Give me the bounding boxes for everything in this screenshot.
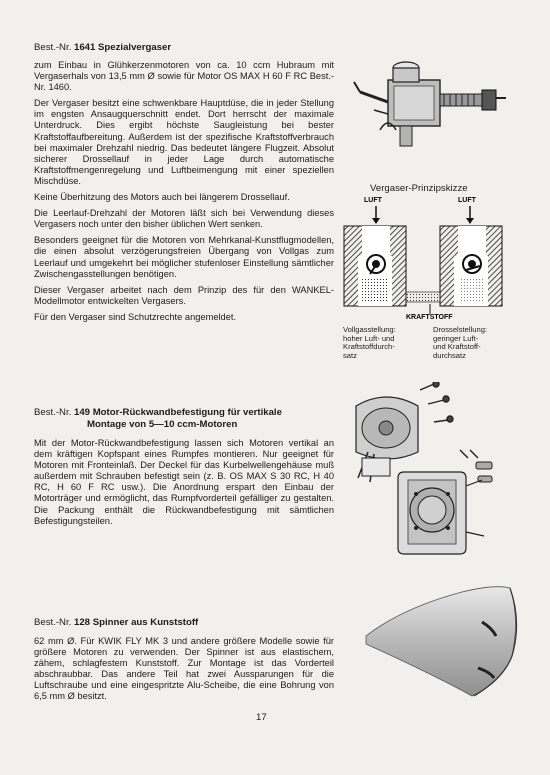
paragraph: Die Leerlauf-Drehzahl der Motoren läßt sich bei Verwendung dieses Vergasers noch unter den bisher üblichen Wert senken.	[34, 208, 334, 230]
text-128	[34, 636, 334, 703]
carburetor-illustration	[340, 52, 510, 162]
paragraph: 62 mm Ø. Für KWIK FLY MK 3 und andere größere Modelle sowie für größere Motoren zu verwenden. Der Spinner ist aus elastischem, zähem, schlagfestem Kunststoff. Zur Montage ist das Vorderteil abschraubbar. Das andere Teil hat zwei Aussparungen für die Luftschraube und eine eingespritzte Alu-Scheibe, die eine Bohrung von 6,5 mm Ø besitzt.	[34, 636, 334, 702]
order-prefix: Best.-Nr.	[34, 42, 72, 53]
text-1641	[34, 60, 334, 323]
paragraph: Keine Überhitzung des Motors auch bei längerem Drossellauf.	[34, 192, 290, 203]
heading-1641	[34, 42, 324, 54]
paragraph: Dieser Vergaser arbeitet nach dem Prinzip des für den WANKEL-Modellmotor entwickelten Vergasers.	[34, 284, 334, 306]
motor-mount-illustration	[338, 382, 518, 572]
caption-line: und Kraftstoff-	[433, 342, 481, 352]
carburetor-principle-diagram	[340, 194, 515, 322]
caption-throttled	[433, 326, 518, 360]
section-title-line2: Montage von 5—10 ccm-Motoren	[87, 419, 238, 430]
order-number: 1641	[74, 42, 96, 53]
paragraph: Für den Vergaser sind Schutzrechte angemeldet.	[34, 311, 237, 322]
page-number: 17	[256, 712, 267, 723]
section-title: Spezialvergaser	[98, 42, 172, 53]
paragraph: Der Vergaser besitzt eine schwenkbare Hauptdüse, die in jeder Stellung im engsten Ansaugquerschnitt endet. Dort herrscht der maximale Unterdruck. Dies ergibt höchste Saugleistung bei bester Kraftstoffaufbereitung. Außerdem ist der spezifische Kraftstoffverbrauch bei maximaler Drehzahl niedrig. Das bedeutet längere Flugzeit. Absolut sicherer Drossellauf in jeder Lage durch automatische Kraftstoffmengenregelung und Luftbeimengung mit einer speziellen Mischdüse.	[34, 98, 334, 186]
caption-line: Drosselstellung:	[433, 325, 488, 334]
diagram-title: Vergaser-Prinzipskizze	[370, 183, 468, 194]
caption-line: durchsatz	[433, 350, 466, 360]
order-prefix: Best.-Nr.	[34, 617, 72, 628]
luft-label-left: LUFT	[364, 197, 382, 204]
paragraph: Besonders geeignet für die Motoren von Mehrkanal-Kunstflugmodellen, die einen absolut verzögerungsfreien Übergang von Vollgas zum Leerlauf und umgekehrt bei möglicher stufenloser Einstellung sämtlicher Zwischengasstellungen benötigen.	[34, 235, 334, 279]
kraftstoff-label: KRAFTSTOFF	[406, 314, 453, 321]
section-title: Motor-Rückwandbefestigung für vertikale	[92, 407, 282, 418]
order-number: 128	[74, 617, 91, 628]
caption-line: Kraftstoffdurch-	[343, 342, 395, 352]
paragraph: zum Einbau in Glühkerzenmotoren von ca. 10 ccm Hubraum mit Vergaserhals von 13,5 mm Ø sowie für Motor OS MAX H 60 F RC Best.-Nr. 1460.	[34, 60, 334, 93]
heading-149	[34, 407, 334, 431]
caption-full-throttle	[343, 326, 428, 360]
caption-line: Vollgasstellung:	[343, 325, 396, 334]
text-149	[34, 438, 334, 527]
caption-line: hoher Luft- und	[343, 333, 395, 343]
section-title: Spinner aus Kunststoff	[92, 617, 199, 628]
caption-line: satz	[343, 350, 357, 360]
paragraph: Mit der Motor-Rückwandbefestigung lassen sich Motoren vertikal an dem kräftigen Kopfspant eines Rumpfes montieren. Nur geeignet für Motoren mit Fronteinlaß. Der Deckel für das Kurbelwellengehäuse muß außerdem mit Schrauben befestigt sein (z. B. OS MAX S 30 RC, H 40 RC, H 60 F RC usw.). Die Anordnung erspart den Einbau der Motorträger und ermöglicht, das Rumpfvorderteil gefälliger zu gestalten. Die Packung enthält die Rückwandbefestigung mit sämtlichen Befestigungsteilen.	[34, 438, 334, 526]
caption-line: geringer Luft-	[433, 333, 479, 343]
order-prefix: Best.-Nr.	[34, 407, 72, 418]
spinner-illustration	[362, 578, 522, 703]
luft-label-right: LUFT	[458, 197, 476, 204]
heading-128	[34, 617, 334, 629]
order-number: 149	[74, 407, 91, 418]
